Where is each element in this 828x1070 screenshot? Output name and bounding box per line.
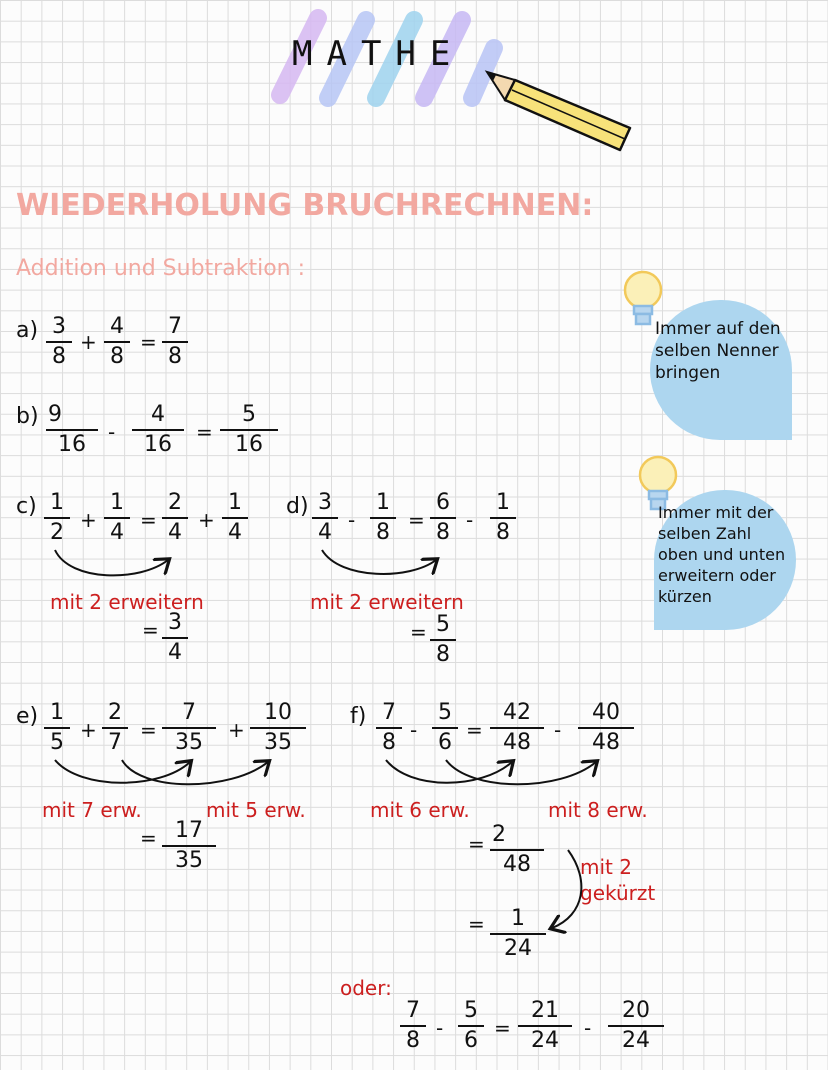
operator: +: [198, 508, 215, 532]
annotation-note: mit 6 erw.: [370, 798, 470, 822]
equals-sign: =: [410, 620, 427, 644]
page-title: MATHE: [292, 34, 465, 74]
operator: -: [584, 1016, 592, 1040]
annotation-note: mit 8 erw.: [548, 798, 648, 822]
task-label: f): [350, 704, 367, 729]
operator: -: [410, 718, 418, 742]
fraction: $\frac{1}{5}$: [44, 700, 70, 756]
operator: +: [80, 330, 97, 354]
equals-sign: =: [408, 508, 425, 532]
fraction: $\frac{3}{4}$: [162, 610, 188, 666]
task-label: b): [16, 404, 39, 429]
fraction: $\frac{5}{16}$: [220, 402, 278, 458]
operator: +: [80, 718, 97, 742]
annotation-note: mit 7 erw.: [42, 798, 142, 822]
fraction: $\frac{3}{8}$: [46, 314, 72, 370]
task-label: a): [16, 318, 39, 343]
fraction: $\frac{7}{35}$: [162, 700, 216, 756]
fraction: $\frac{1}{24}$: [490, 906, 546, 962]
fraction: $\frac{2}{48}$: [490, 822, 544, 878]
fraction: $\frac{5}{6}$: [432, 700, 458, 756]
equals-sign: =: [196, 420, 213, 444]
equals-sign: =: [140, 826, 157, 850]
equals-sign: =: [494, 1016, 511, 1040]
fraction: $\frac{17}{35}$: [162, 818, 216, 874]
tip-text: Immer mit der selben Zahl oben und unten erweitern oder kürzen: [658, 503, 786, 606]
fraction: $\frac{20}{24}$: [608, 998, 664, 1054]
annotation-note: mit 2 erweitern: [50, 590, 204, 614]
fraction: $\frac{10}{35}$: [250, 700, 306, 756]
equals-sign: =: [468, 832, 485, 856]
section-heading: WIEDERHOLUNG BRUCHRECHNEN:: [16, 188, 594, 223]
fraction: $\frac{1}{8}$: [490, 490, 516, 546]
operator: +: [80, 508, 97, 532]
fraction: $\frac{2}{7}$: [102, 700, 128, 756]
fraction: $\frac{1}{4}$: [222, 490, 248, 546]
arrow-icon: [55, 760, 190, 783]
fraction: $\frac{1}{8}$: [370, 490, 396, 546]
task-label: d): [286, 494, 309, 519]
equals-sign: =: [140, 330, 157, 354]
fraction: $\frac{9}{16}$: [46, 402, 98, 458]
operator: -: [108, 420, 116, 444]
fraction: $\frac{21}{24}$: [518, 998, 572, 1054]
equals-sign: =: [142, 618, 159, 642]
operator: -: [554, 718, 562, 742]
equals-sign: =: [140, 718, 157, 742]
fraction: $\frac{3}{4}$: [312, 490, 338, 546]
fraction: $\frac{7}{8}$: [400, 998, 426, 1054]
arrow-icon: [322, 550, 436, 574]
operator: -: [348, 508, 356, 532]
operator: -: [466, 508, 474, 532]
fraction: $\frac{7}{8}$: [376, 700, 402, 756]
fraction: $\frac{5}{6}$: [458, 998, 484, 1054]
arrow-icon: [55, 550, 168, 575]
fraction: $\frac{4}{16}$: [132, 402, 184, 458]
fraction: $\frac{1}{4}$: [104, 490, 130, 546]
equals-sign: =: [468, 912, 485, 936]
tip-text: Immer auf den selben Nenner bringen: [655, 319, 781, 383]
annotation-note: mit 2 gekürzt: [580, 855, 656, 905]
fraction: $\frac{40}{48}$: [578, 700, 634, 756]
fraction: $\frac{42}{48}$: [490, 700, 544, 756]
fraction: $\frac{2}{4}$: [162, 490, 188, 546]
fraction: $\frac{7}{8}$: [162, 314, 188, 370]
operator: -: [436, 1016, 444, 1040]
equals-sign: =: [140, 508, 157, 532]
task-label: c): [16, 494, 37, 519]
annotation-note: mit 5 erw.: [206, 798, 306, 822]
fraction: $\frac{1}{2}$: [44, 490, 70, 546]
fraction: $\frac{6}{8}$: [430, 490, 456, 546]
section-subheading: Addition und Subtraktion :: [16, 256, 305, 281]
task-label: e): [16, 704, 39, 729]
fraction: $\frac{4}{8}$: [104, 314, 130, 370]
alternative-label: oder:: [340, 976, 392, 1000]
annotation-note: mit 2 erweitern: [310, 590, 464, 614]
operator: +: [228, 718, 245, 742]
fraction: $\frac{5}{8}$: [430, 612, 456, 668]
arrow-icon: [552, 850, 581, 928]
equals-sign: =: [466, 718, 483, 742]
